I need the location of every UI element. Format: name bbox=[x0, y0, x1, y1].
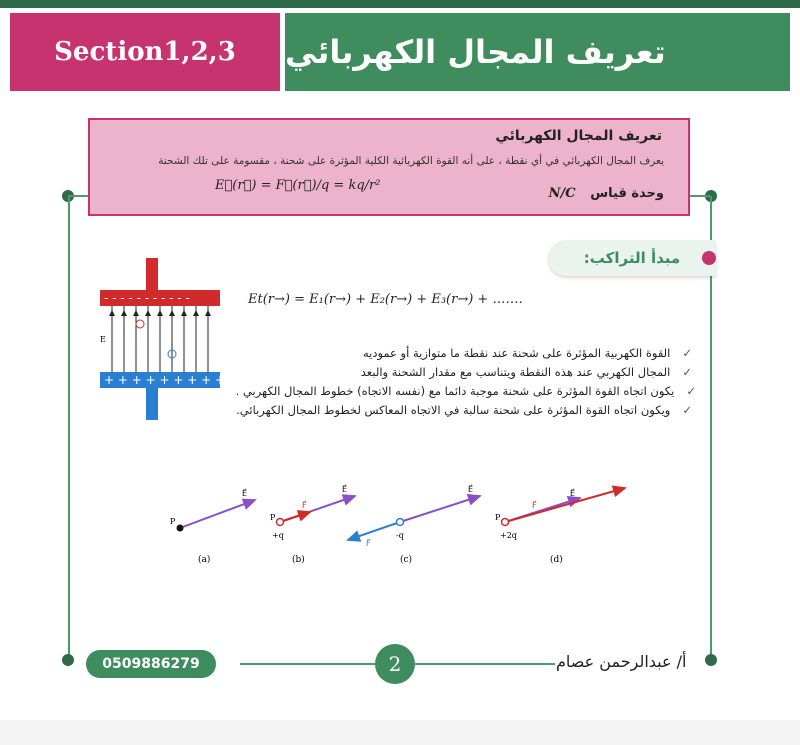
e-label-d: E⃗ bbox=[570, 489, 576, 498]
page-number: 2 bbox=[375, 644, 415, 684]
heading-dot bbox=[702, 251, 716, 265]
p-label-b: P bbox=[270, 513, 276, 522]
footer-line bbox=[240, 663, 375, 665]
page-bottom-shadow bbox=[0, 720, 800, 745]
bullet-item: ✓ المجال الكهربي عند هذه النقطة ويتناسب مع مقدار الشحنة والبعد bbox=[236, 365, 692, 379]
charge-label-b: +q bbox=[272, 531, 284, 540]
test-charge-neg bbox=[136, 320, 144, 328]
minus-signs: - - - - - - - - - - - bbox=[104, 291, 190, 305]
parallel-plates-figure bbox=[100, 258, 239, 428]
charge-label-d: +2q bbox=[500, 531, 517, 540]
bullet-item bbox=[236, 403, 692, 417]
frame-line bbox=[690, 195, 710, 197]
point-a bbox=[177, 525, 184, 532]
charge-d bbox=[502, 519, 509, 526]
definition-text: يعرف المجال الكهربائي في أي نقطة ، على أنه القوة الكهربائية الكلية المؤثرة على شحنة ، مقسومة على تلك الشحنة bbox=[158, 155, 664, 167]
charge-label-c: -q bbox=[396, 531, 404, 540]
field-equation: E⃗(r⃗) = F⃗(r⃗)/q = kq/r² bbox=[215, 178, 381, 193]
p-label-a: P bbox=[170, 517, 176, 526]
unit-label: وحدة قياس bbox=[590, 186, 664, 201]
plates-e-label: E bbox=[100, 335, 106, 344]
superposition-equation: Et(r→) = E₁(r→) + E₂(r→) + E₃(r→) + ……. bbox=[248, 292, 523, 307]
definition-box bbox=[88, 118, 690, 216]
e-arrow-c bbox=[400, 496, 480, 522]
f-label-c: F⃗ bbox=[366, 539, 371, 548]
bullet-text: ويكون اتجاه القوة المؤثرة على شحنة سالبة في الاتجاه المعاكس لخطوط المجال الكهربائي. bbox=[236, 403, 671, 417]
top-stem bbox=[146, 258, 158, 290]
panel-label-c: (c) bbox=[400, 555, 413, 565]
charge-b bbox=[277, 519, 284, 526]
phone-number: 0509886279 bbox=[86, 650, 216, 678]
section-label: Section1,2,3 bbox=[10, 13, 280, 91]
bullet-item: ✓ القوة الكهربية المؤثرة على شحنة عند نقطة ما متوازية أو عموديه bbox=[236, 346, 692, 360]
unit-row bbox=[549, 186, 664, 201]
field-arrowheads bbox=[109, 310, 211, 316]
f-label-b: F⃗ bbox=[302, 501, 307, 510]
charge-c bbox=[397, 519, 404, 526]
top-strip bbox=[0, 0, 800, 8]
bullet-text: يكون اتجاه القوة المؤثرة على شحنة موجبة دائما مع (نفسه الاتجاه) خطوط المجال الكهربي . bbox=[235, 384, 675, 398]
e-arrow-a bbox=[180, 500, 255, 528]
definition-title: تعريف المجال الكهربائي bbox=[495, 128, 662, 144]
bullet-list bbox=[236, 346, 692, 422]
unit-value: N/C bbox=[548, 186, 576, 201]
panel-label-d: (d) bbox=[550, 555, 563, 565]
p-label-d: P bbox=[495, 513, 501, 522]
footer-line bbox=[415, 663, 555, 665]
frame-line bbox=[68, 195, 88, 197]
force-direction-figure bbox=[160, 480, 640, 575]
superposition-heading: مبدأ التراكب: bbox=[548, 240, 716, 276]
e-label-c: E⃗ bbox=[468, 485, 474, 494]
footer-dot-right bbox=[705, 654, 717, 666]
page-title: تعريف المجال الكهربائي bbox=[285, 13, 790, 91]
panel-label-a: (a) bbox=[198, 555, 211, 565]
bottom-stem bbox=[146, 388, 158, 420]
bullet-item bbox=[236, 384, 696, 398]
e-label-a: E⃗ bbox=[242, 489, 248, 498]
f-arrow-b bbox=[280, 512, 310, 522]
footer-dot-left bbox=[62, 654, 74, 666]
frame-line-left bbox=[68, 196, 70, 656]
author-name: أ/ عبدالرحمن عصام bbox=[556, 652, 687, 671]
panel-label-b: (b) bbox=[292, 555, 305, 565]
f-label-d: F⃗ bbox=[532, 501, 537, 510]
f-arrow-c bbox=[348, 522, 400, 540]
e-label-b: E⃗ bbox=[342, 485, 348, 494]
plus-signs: + + + + + + + + + + bbox=[104, 373, 239, 387]
f-arrow-d bbox=[505, 488, 625, 522]
